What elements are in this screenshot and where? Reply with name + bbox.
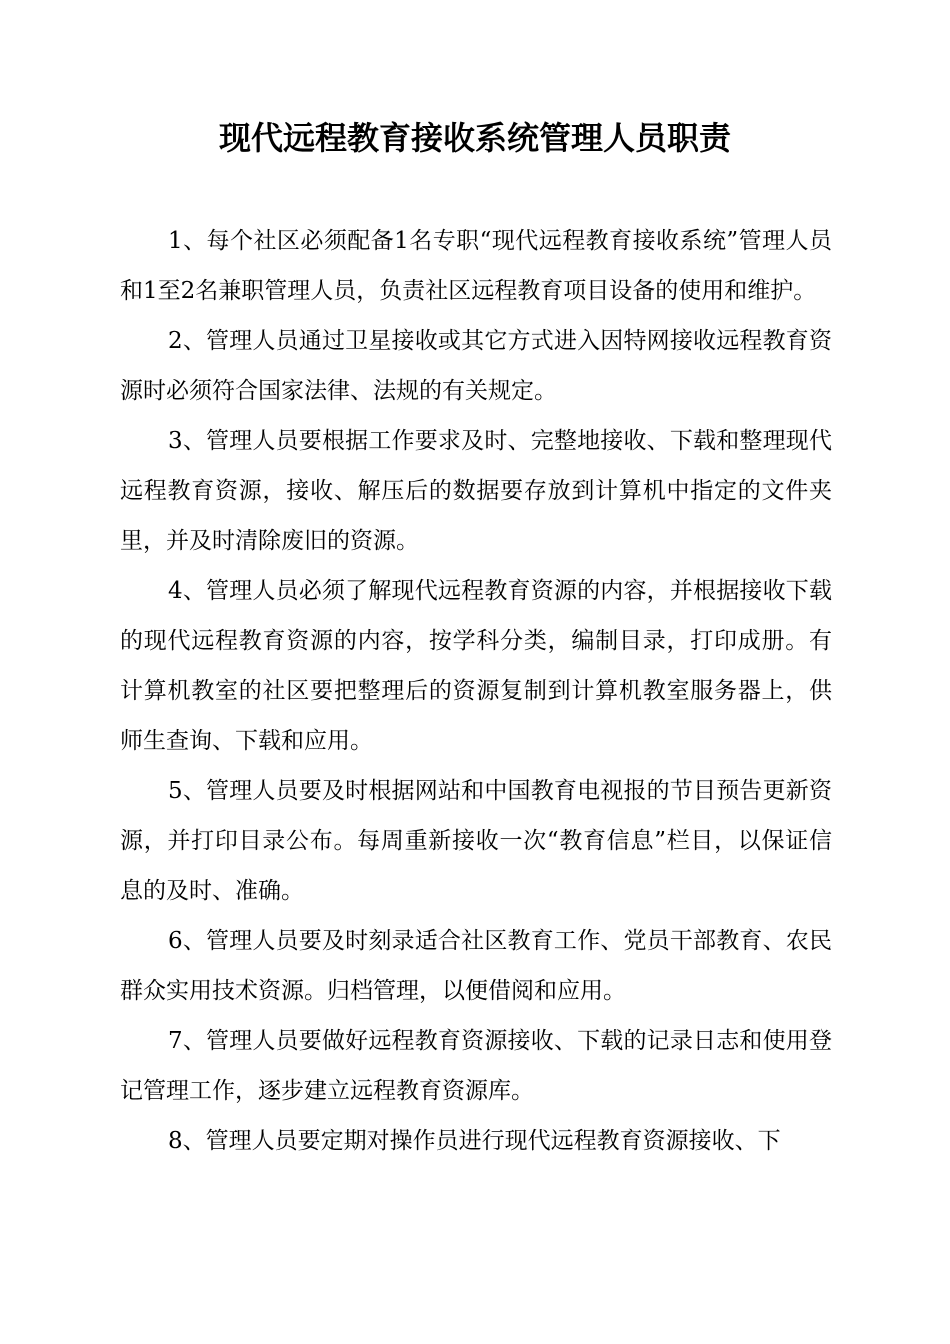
paragraph-2: 2、管理人员通过卫星接收或其它方式进入因特网接收远程教育资源时必须符合国家法律、法规的有关规定。: [120, 328, 832, 404]
document-title: 现代远程教育接收系统管理人员职责: [218, 119, 731, 157]
paragraph-8: 8、管理人员要定期对操作员进行现代远程教育资源接收、下: [168, 1128, 781, 1154]
paragraph-4: 4、管理人员必须了解现代远程教育资源的内容，并根据接收下载的现代远程教育资源的内容，按学科分类，编制目录，打印成册。有计算机教室的社区要把整理后的资源复制到计算机教室服务器上，供师生查询、下载和应用。: [120, 578, 832, 754]
paragraph-5: 5、管理人员要及时根据网站和中国教育电视报的节目预告更新资源，并打印目录公布。每周重新接收一次“教育信息”栏目，以保证信息的及时、准确。: [120, 778, 832, 904]
paragraph-3: 3、管理人员要根据工作要求及时、完整地接收、下载和整理现代远程教育资源，接收、解压后的数据要存放到计算机中指定的文件夹里，并及时清除废旧的资源。: [120, 428, 832, 554]
document-body: [120, 216, 832, 1166]
paragraph-1: 1、每个社区必须配备1名专职“现代远程教育接收系统”管理人员和1至2名兼职管理人员，负责社区远程教育项目设备的使用和维护。: [120, 228, 832, 304]
paragraph-6: 6、管理人员要及时刻录适合社区教育工作、党员干部教育、农民群众实用技术资源。归档管理，以便借阅和应用。: [120, 928, 832, 1004]
paragraph-7: 7、管理人员要做好远程教育资源接收、下载的记录日志和使用登记管理工作，逐步建立远程教育资源库。: [120, 1028, 832, 1104]
